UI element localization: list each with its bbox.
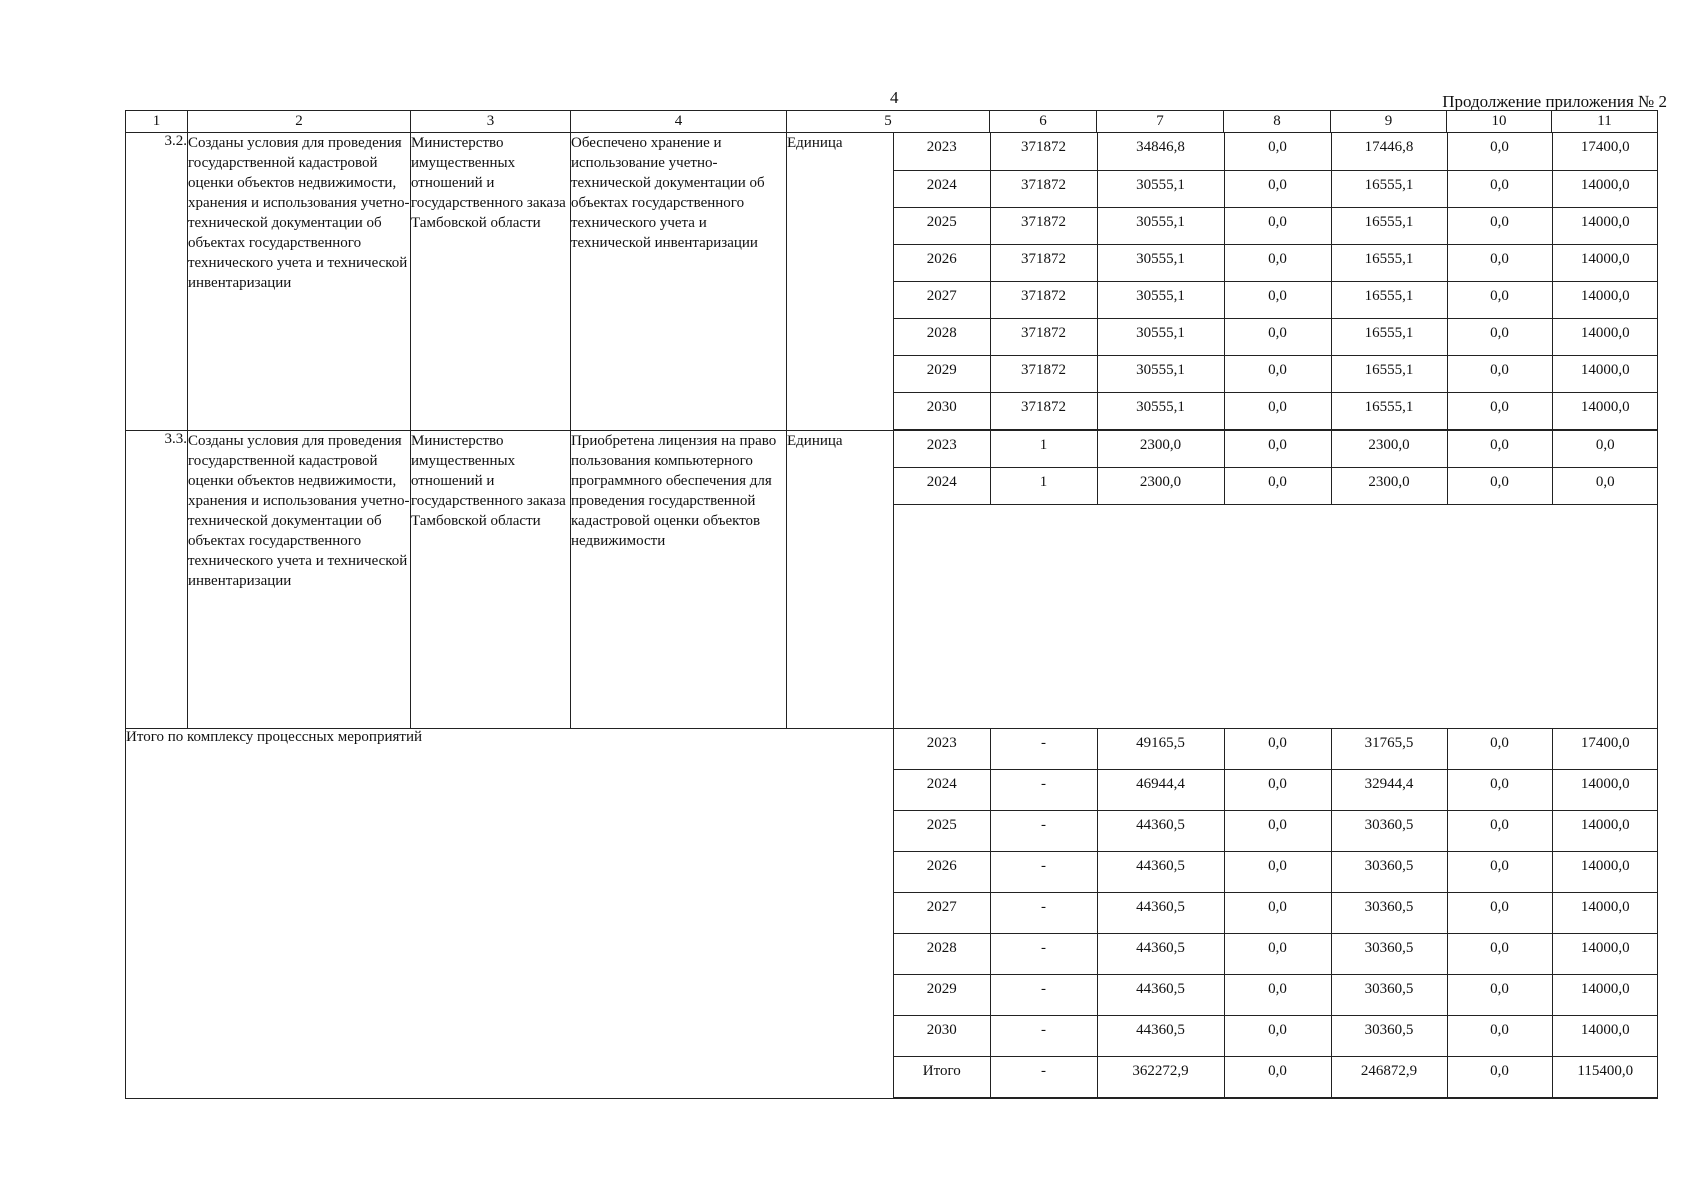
column-10-cell: 0,0 <box>1447 811 1552 852</box>
column-10-cell: 0,0 <box>1447 431 1552 468</box>
column-10-cell: 0,0 <box>1447 468 1552 505</box>
total-funding-cell: 30555,1 <box>1097 207 1224 244</box>
column-8-cell: 0,0 <box>1224 170 1331 207</box>
column-8-cell: 0,0 <box>1224 392 1331 429</box>
year-cell: 2023 <box>894 133 990 170</box>
year-row <box>894 811 1658 852</box>
column-8-cell: 0,0 <box>1224 244 1331 281</box>
column-header: 11 <box>1552 111 1658 133</box>
column-9-cell: 30360,5 <box>1331 1016 1447 1057</box>
year-cell: 2026 <box>894 852 990 893</box>
column-9-cell: 30360,5 <box>1331 975 1447 1016</box>
row-number: 3.2. <box>126 133 188 431</box>
appendix-table <box>125 110 1658 1099</box>
indicator-value-cell: 371872 <box>990 170 1097 207</box>
column-11-cell: 14000,0 <box>1552 170 1658 207</box>
year-row <box>894 893 1658 934</box>
total-funding-cell: 30555,1 <box>1097 244 1224 281</box>
year-row <box>894 318 1658 355</box>
indicator-value-cell: - <box>990 893 1097 934</box>
total-funding-cell: 362272,9 <box>1097 1057 1224 1098</box>
column-10-cell: 0,0 <box>1447 355 1552 392</box>
result-description: Созданы условия для проведения государственной кадастровой оценки объектов недвижимости, хранения и использования учетно-технической документации об объектах государственного технического учета и технической инвентаризации <box>188 133 411 431</box>
column-10-cell: 0,0 <box>1447 729 1552 770</box>
total-funding-cell: 44360,5 <box>1097 975 1224 1016</box>
totals-values <box>894 728 1658 1099</box>
column-8-cell: 0,0 <box>1224 468 1331 505</box>
total-funding-cell: 44360,5 <box>1097 934 1224 975</box>
year-cell: 2030 <box>894 392 990 429</box>
column-10-cell: 0,0 <box>1447 1016 1552 1057</box>
column-10-cell: 0,0 <box>1447 281 1552 318</box>
column-10-cell: 0,0 <box>1447 207 1552 244</box>
table-row <box>126 133 1658 431</box>
column-11-cell: 17400,0 <box>1552 729 1658 770</box>
column-9-cell: 17446,8 <box>1331 133 1447 170</box>
indicator-value-cell: - <box>990 852 1097 893</box>
column-8-cell: 0,0 <box>1224 355 1331 392</box>
column-header: 8 <box>1224 111 1331 133</box>
column-9-cell: 31765,5 <box>1331 729 1447 770</box>
year-rows <box>894 729 1658 1098</box>
column-8-cell: 0,0 <box>1224 133 1331 170</box>
column-header: 9 <box>1331 111 1447 133</box>
column-11-cell: 0,0 <box>1552 431 1658 468</box>
year-row <box>894 852 1658 893</box>
year-cell: 2024 <box>894 468 990 505</box>
column-11-cell: 14000,0 <box>1552 392 1658 429</box>
total-funding-cell: 30555,1 <box>1097 170 1224 207</box>
indicator-value-cell: - <box>990 1016 1097 1057</box>
year-cell: 2024 <box>894 770 990 811</box>
responsible-executor: Министерство имущественных отношений и государственного заказа Тамбовской области <box>411 430 571 728</box>
year-row <box>894 392 1658 429</box>
column-10-cell: 0,0 <box>1447 975 1552 1016</box>
column-11-cell: 14000,0 <box>1552 318 1658 355</box>
year-row <box>894 133 1658 170</box>
column-8-cell: 0,0 <box>1224 318 1331 355</box>
year-cell: 2028 <box>894 934 990 975</box>
year-row <box>894 1016 1658 1057</box>
column-11-cell: 14000,0 <box>1552 207 1658 244</box>
column-9-cell: 16555,1 <box>1331 170 1447 207</box>
indicator-value-cell: - <box>990 934 1097 975</box>
total-funding-cell: 44360,5 <box>1097 811 1224 852</box>
year-row <box>894 355 1658 392</box>
year-row <box>894 468 1658 505</box>
year-cell: 2026 <box>894 244 990 281</box>
total-funding-cell: 2300,0 <box>1097 431 1224 468</box>
column-header: 7 <box>1097 111 1224 133</box>
year-cell: 2024 <box>894 170 990 207</box>
year-cell: 2028 <box>894 318 990 355</box>
indicator-value-cell: - <box>990 1057 1097 1098</box>
column-9-cell: 16555,1 <box>1331 281 1447 318</box>
indicator-description: Обеспечено хранение и использование учетно-технической документации об объектах государственного технического учета и технической инвентаризации <box>571 133 787 431</box>
column-9-cell: 32944,4 <box>1331 770 1447 811</box>
column-header: 1 <box>126 111 188 133</box>
totals-values-table <box>894 729 1658 1099</box>
column-9-cell: 246872,9 <box>1331 1057 1447 1098</box>
unit-of-measure: Единица <box>787 430 894 728</box>
column-11-cell: 14000,0 <box>1552 355 1658 392</box>
yearly-values <box>894 430 1658 728</box>
total-funding-cell: 44360,5 <box>1097 1016 1224 1057</box>
column-10-cell: 0,0 <box>1447 893 1552 934</box>
year-row <box>894 244 1658 281</box>
year-row <box>894 934 1658 975</box>
column-11-cell: 14000,0 <box>1552 281 1658 318</box>
column-11-cell: 14000,0 <box>1552 811 1658 852</box>
column-10-cell: 0,0 <box>1447 244 1552 281</box>
total-funding-cell: 30555,1 <box>1097 281 1224 318</box>
year-row <box>894 1057 1658 1098</box>
column-10-cell: 0,0 <box>1447 318 1552 355</box>
column-8-cell: 0,0 <box>1224 770 1331 811</box>
year-row <box>894 770 1658 811</box>
column-8-cell: 0,0 <box>1224 281 1331 318</box>
column-10-cell: 0,0 <box>1447 770 1552 811</box>
column-header: 10 <box>1447 111 1552 133</box>
column-header: 3 <box>411 111 571 133</box>
year-cell: 2025 <box>894 207 990 244</box>
year-cell: Итого <box>894 1057 990 1098</box>
indicator-value-cell: 371872 <box>990 133 1097 170</box>
column-11-cell: 14000,0 <box>1552 934 1658 975</box>
column-11-cell: 14000,0 <box>1552 1016 1658 1057</box>
column-header: 6 <box>990 111 1097 133</box>
column-10-cell: 0,0 <box>1447 392 1552 429</box>
column-11-cell: 0,0 <box>1552 468 1658 505</box>
column-9-cell: 30360,5 <box>1331 934 1447 975</box>
year-row <box>894 729 1658 770</box>
total-funding-cell: 44360,5 <box>1097 852 1224 893</box>
indicator-value-cell: 371872 <box>990 392 1097 429</box>
year-cell: 2023 <box>894 729 990 770</box>
column-header: 2 <box>188 111 411 133</box>
totals-label: Итого по комплексу процессных мероприятий <box>126 728 894 1099</box>
total-funding-cell: 30555,1 <box>1097 318 1224 355</box>
unit-of-measure: Единица <box>787 133 894 431</box>
responsible-executor: Министерство имущественных отношений и государственного заказа Тамбовской области <box>411 133 571 431</box>
indicator-value-cell: 1 <box>990 468 1097 505</box>
indicator-value-cell: - <box>990 770 1097 811</box>
column-11-cell: 14000,0 <box>1552 975 1658 1016</box>
column-8-cell: 0,0 <box>1224 934 1331 975</box>
indicator-value-cell: - <box>990 975 1097 1016</box>
indicator-value-cell: 371872 <box>990 244 1097 281</box>
column-8-cell: 0,0 <box>1224 893 1331 934</box>
year-cell: 2025 <box>894 811 990 852</box>
totals-row <box>126 728 1658 1099</box>
column-9-cell: 16555,1 <box>1331 392 1447 429</box>
year-rows <box>894 133 1658 429</box>
row-number: 3.3. <box>126 430 188 728</box>
column-10-cell: 0,0 <box>1447 133 1552 170</box>
indicator-value-cell: 371872 <box>990 318 1097 355</box>
indicator-value-cell: - <box>990 729 1097 770</box>
column-11-cell: 115400,0 <box>1552 1057 1658 1098</box>
column-10-cell: 0,0 <box>1447 934 1552 975</box>
year-cell: 2030 <box>894 1016 990 1057</box>
total-funding-cell: 34846,8 <box>1097 133 1224 170</box>
column-8-cell: 0,0 <box>1224 852 1331 893</box>
column-8-cell: 0,0 <box>1224 207 1331 244</box>
indicator-value-cell: - <box>990 811 1097 852</box>
yearly-values-table <box>894 133 1658 430</box>
column-11-cell: 17400,0 <box>1552 133 1658 170</box>
column-10-cell: 0,0 <box>1447 170 1552 207</box>
column-10-cell: 0,0 <box>1447 852 1552 893</box>
column-11-cell: 14000,0 <box>1552 244 1658 281</box>
column-9-cell: 16555,1 <box>1331 318 1447 355</box>
year-cell: 2023 <box>894 431 990 468</box>
year-row <box>894 207 1658 244</box>
year-rows <box>894 431 1658 505</box>
indicator-value-cell: 371872 <box>990 207 1097 244</box>
year-cell: 2027 <box>894 281 990 318</box>
indicator-value-cell: 371872 <box>990 281 1097 318</box>
page-number: 4 <box>890 88 899 107</box>
table-row <box>126 430 1658 728</box>
column-9-cell: 2300,0 <box>1331 468 1447 505</box>
year-cell: 2029 <box>894 355 990 392</box>
appendix-continuation-label: Продолжение приложения № 2 <box>1442 92 1667 111</box>
column-header: 5 <box>787 111 990 133</box>
column-11-cell: 14000,0 <box>1552 852 1658 893</box>
column-9-cell: 16555,1 <box>1331 207 1447 244</box>
column-9-cell: 30360,5 <box>1331 811 1447 852</box>
indicator-value-cell: 371872 <box>990 355 1097 392</box>
total-funding-cell: 2300,0 <box>1097 468 1224 505</box>
column-number-row <box>126 111 1658 133</box>
total-funding-cell: 30555,1 <box>1097 392 1224 429</box>
indicator-value-cell: 1 <box>990 431 1097 468</box>
column-8-cell: 0,0 <box>1224 1016 1331 1057</box>
year-cell: 2027 <box>894 893 990 934</box>
column-11-cell: 14000,0 <box>1552 893 1658 934</box>
result-description: Созданы условия для проведения государственной кадастровой оценки объектов недвижимости, хранения и использования учетно-технической документации об объектах государственного технического учета и технической инвентаризации <box>188 430 411 728</box>
yearly-values-table <box>894 431 1658 506</box>
indicator-description: Приобретена лицензия на право пользования компьютерного программного обеспечения для проведения государственной кадастровой оценки объектов недвижимости <box>571 430 787 728</box>
year-row <box>894 281 1658 318</box>
column-9-cell: 30360,5 <box>1331 852 1447 893</box>
year-row <box>894 975 1658 1016</box>
column-10-cell: 0,0 <box>1447 1057 1552 1098</box>
column-9-cell: 16555,1 <box>1331 244 1447 281</box>
year-cell: 2029 <box>894 975 990 1016</box>
column-8-cell: 0,0 <box>1224 1057 1331 1098</box>
yearly-values <box>894 133 1658 431</box>
total-funding-cell: 49165,5 <box>1097 729 1224 770</box>
total-funding-cell: 30555,1 <box>1097 355 1224 392</box>
column-8-cell: 0,0 <box>1224 811 1331 852</box>
column-header: 4 <box>571 111 787 133</box>
column-9-cell: 16555,1 <box>1331 355 1447 392</box>
column-11-cell: 14000,0 <box>1552 770 1658 811</box>
year-row <box>894 170 1658 207</box>
total-funding-cell: 44360,5 <box>1097 893 1224 934</box>
column-9-cell: 2300,0 <box>1331 431 1447 468</box>
column-9-cell: 30360,5 <box>1331 893 1447 934</box>
total-funding-cell: 46944,4 <box>1097 770 1224 811</box>
column-8-cell: 0,0 <box>1224 729 1331 770</box>
column-8-cell: 0,0 <box>1224 975 1331 1016</box>
column-8-cell: 0,0 <box>1224 431 1331 468</box>
year-row <box>894 431 1658 468</box>
